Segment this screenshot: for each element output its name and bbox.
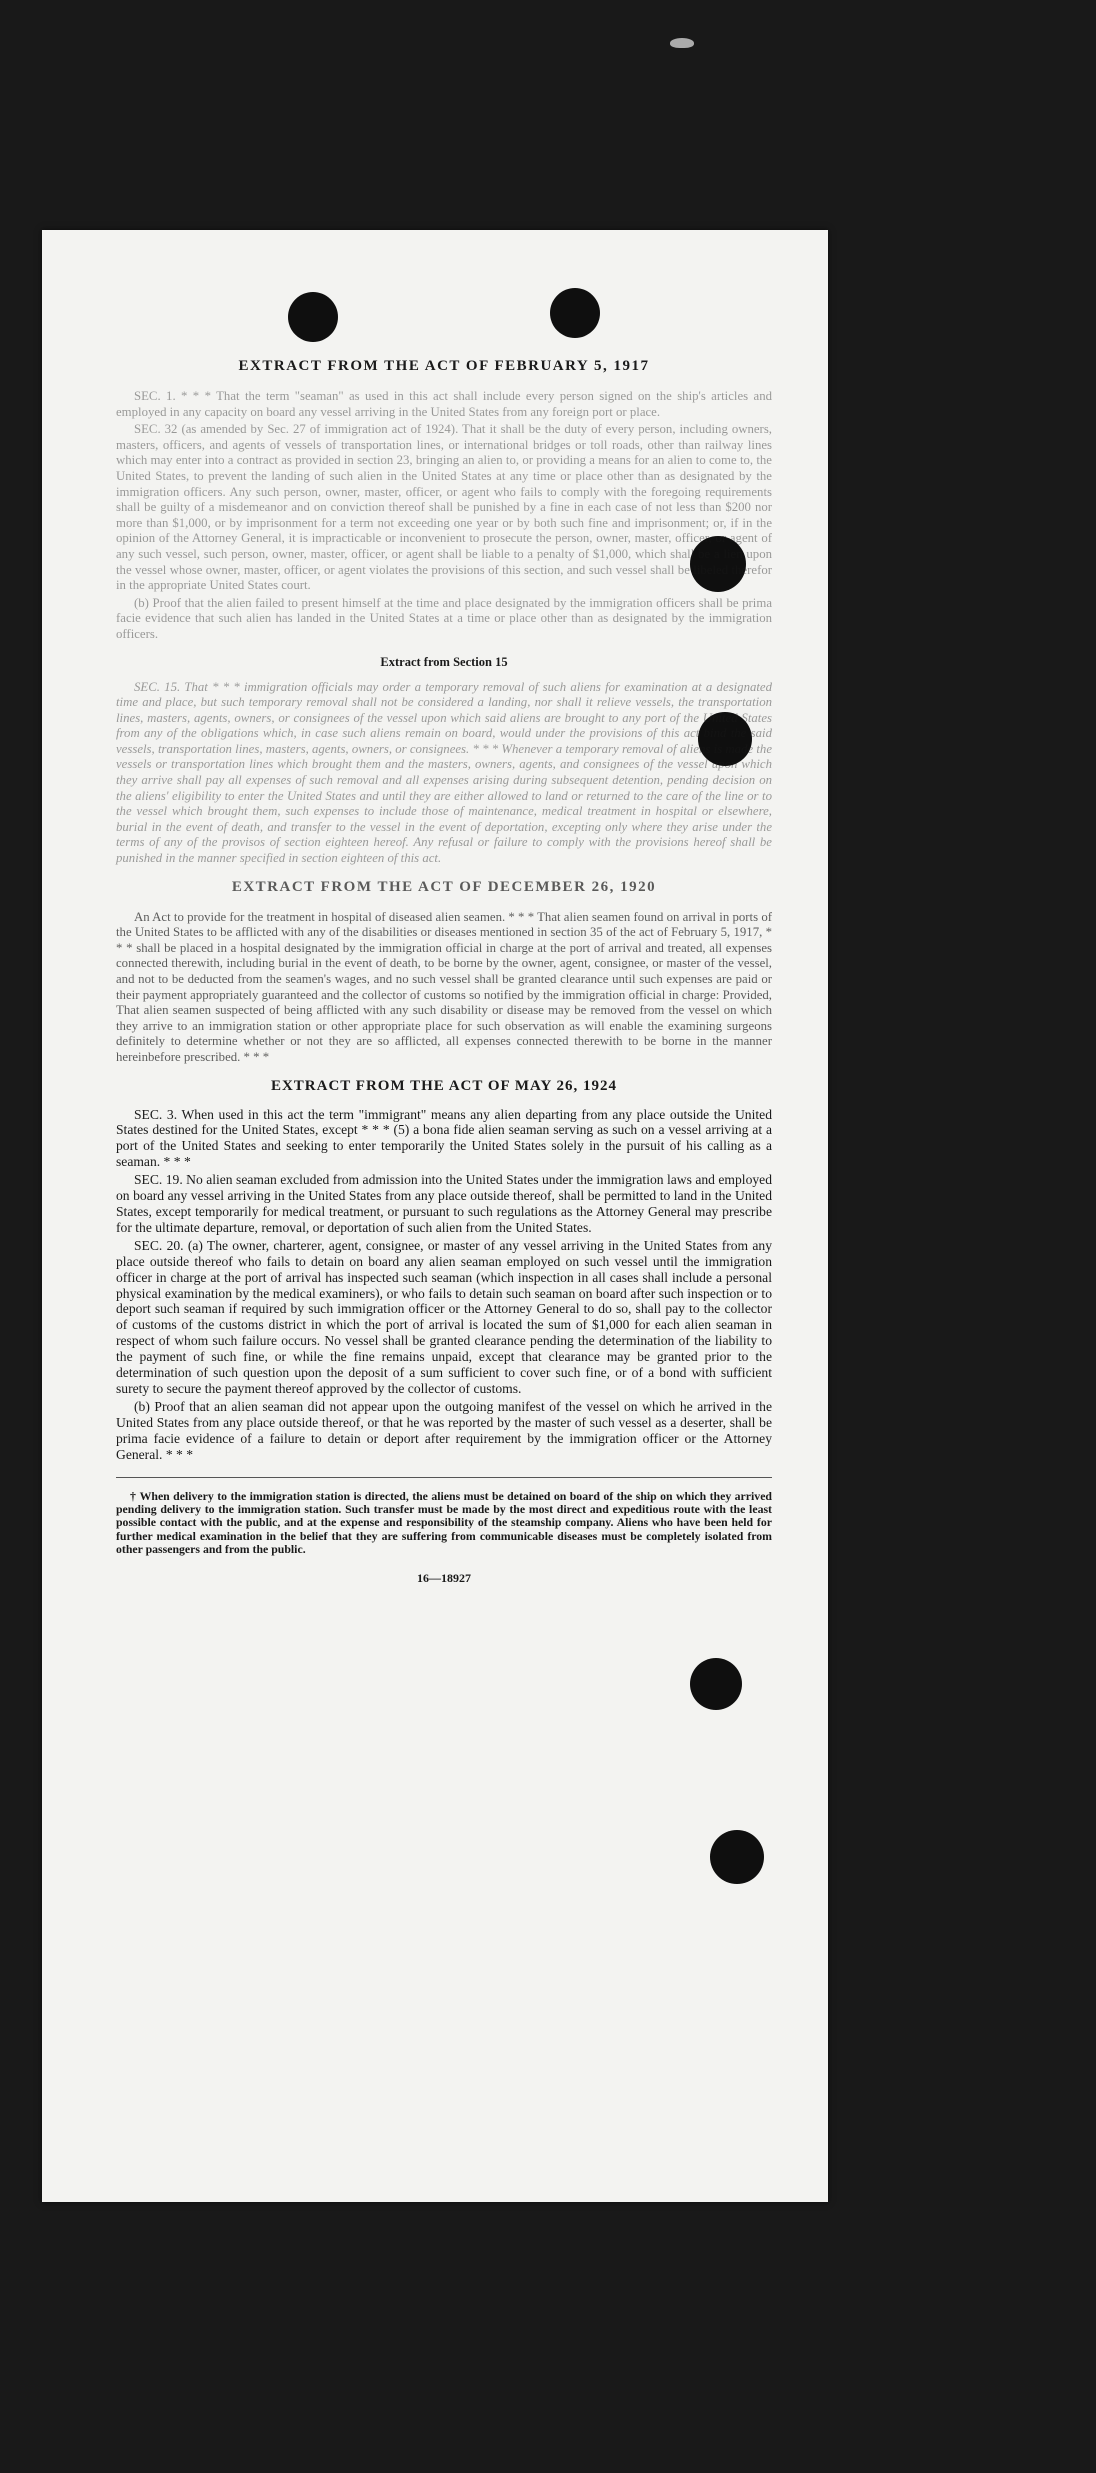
paragraph: (b) Proof that an alien seaman did not appear upon the outgoing manifest of the vessel on which he arrived in the United States from any place outside thereof, or that he was reported by the master of such vessel as a deserter, shall be prima facie evidence of a failure to detain or deport after requirement by the immigration officer or the Attorney General. * * * (116, 1398, 772, 1462)
paragraph: (b) Proof that the alien failed to present himself at the time and place designated by the immigration officers shall be prima facie evidence that such alien has landed in the United States at a time or place other than as designated by the immigration officers. (116, 595, 772, 641)
paragraph: SEC. 1. * * * That the term "seaman" as used in this act shall include every person signed on the ship's articles and employed in any capacity on board any vessel arriving in the United States from any foreign port or place. (116, 389, 772, 419)
form-number: 16—18927 (417, 1570, 471, 1585)
section-subheading: Extract from Section 15 (380, 654, 508, 669)
paragraph: SEC. 15. That * * * immigration officials may order a temporary removal of such aliens for examination at a designated time and place, but such temporary removal shall not be considered a landing, nor shall it relieve vessels, the transportation lines, masters, agents, owners, or consignees of the vessel upon which said aliens are brought to any port of the United States from any of the obligations which, in case such aliens remain on board, would under the provisions of this act bind the said vessels, transportation lines, masters, agents, owners, or consignees. * * * Whenever a temporary removal of aliens is made the vessels or transportation lines which brought them and the masters, owners, agents, and consignees of the vessel upon which they arrive shall pay all expenses of such removal and all expenses arising during subsequent detention, pending decision on the aliens' eligibility to enter the United States and until they are either allowed to land or returned to the care of the line or to the vessel which brought them, such expenses to include those of maintenance, medical treatment in hospital or elsewhere, burial in the event of death, and transfer to the vessel in the event of deportation, excepting only where they arise under the terms of any of the provisos of section eighteen hereof. Any refusal or failure to comply with the provisions hereof shall be punished in the manner specified in section eighteen of this act. (116, 679, 772, 866)
section-15-extract (116, 655, 772, 867)
section-heading: EXTRACT FROM THE ACT OF DECEMBER 26, 1920 (231, 878, 657, 895)
paragraph: SEC. 3. When used in this act the term "immigrant" means any alien departing from any place outside the United States destined for the United States, except * * * (5) a bona fide alien seaman serving as such on a vessel arriving at a port of the United States and seeking to enter temporarily the United States solely in the pursuit of his calling as a seaman. * * * (116, 1106, 772, 1170)
punch-hole (288, 292, 338, 342)
section-act-1924 (116, 1078, 772, 1463)
paragraph: An Act to provide for the treatment in hospital of diseased alien seamen. * * * That alien seamen found on arrival in ports of the United States to be afflicted with any of the disabilities or diseases mentioned in section 35 of the act of February 5, 1917, * * * shall be placed in a hospital designated by the immigration official in charge at the port of arrival and treated, all expenses connected therewith, including burial in the event of death, to be borne by the owner, agent, consignee, or master of the vessel, and not to be deducted from the seamen's wages, and no such vessel shall be granted clearance until such expenses are paid or their payment appropriately guaranteed and the collector of customs so notified by the immigration official in charge: Provided, That alien seamen suspected of being afflicted with any such disability or disease may be removed from the vessel on which they arrive to an immigration station or other appropriate place for such observation as will enable the examining surgeons definitely to determine whether or not they are so afflicted, all expenses connected therewith to be borne in the manner hereinbefore prescribed. * * * (116, 909, 772, 1064)
footnote: † When delivery to the immigration station is directed, the aliens must be detained on board of the ship on which they arrived pending delivery to the immigration station. Such transfer must be made by the most direct and expeditious route with the least possible contact with the public, and at the expense and responsibility of the steamship company. Aliens who have been held for further medical examination in the belief that they are suffering from communicable diseases must be completely isolated from other passengers and from the public. (116, 1488, 772, 1557)
section-act-1917 (116, 358, 772, 643)
section-act-1920 (116, 879, 772, 1066)
footnote-divider (116, 1477, 772, 1478)
document-page (42, 230, 828, 2202)
paragraph: SEC. 19. No alien seaman excluded from admission into the United States under the immigration laws and employed on board any vessel arriving in the United States from any place outside thereof, shall be permitted to land in the United States, except temporarily for medical treatment, or pursuant to such regulations as the Attorney General may prescribe for the ultimate departure, removal, or deportation of such alien from the United States. (116, 1172, 772, 1235)
section-heading: EXTRACT FROM THE ACT OF FEBRUARY 5, 1917 (238, 358, 650, 374)
scan-speck (670, 38, 694, 48)
document-content (116, 358, 772, 1586)
section-heading: EXTRACT FROM THE ACT OF MAY 26, 1924 (270, 1077, 618, 1094)
paragraph: SEC. 20. (a) The owner, charterer, agent, consignee, or master of any vessel arriving in the United States from any place outside thereof who fails to detain on board any alien seaman employed on such vessel until the immigration officer in charge at the port of arrival has inspected such seaman (which inspection in all cases shall include a personal physical examination by the medical examiners), or who fails to detain such seaman on board after such inspection or to deport such seaman if required by such immigration officer or the Attorney General to do so, shall pay to the collector of customs of the customs district in which the port of arrival is located the sum of $1,000 for each alien seaman in respect of whom such failure occurs. No vessel shall be granted clearance pending the determination of the liability to the payment of such fine, or while the fine remains unpaid, except that clearance may be granted prior to the determination of such question upon the deposit of a sum sufficient to cover such fine, or of a bond with sufficient surety to secure the payment thereof approved by the collector of customs. (116, 1237, 772, 1396)
punch-hole (690, 1658, 742, 1710)
punch-hole (550, 288, 600, 338)
punch-hole (710, 1830, 764, 1884)
paragraph: SEC. 32 (as amended by Sec. 27 of immigration act of 1924). That it shall be the duty of every person, including owners, masters, officers, and agents of vessels of transportation lines, or international bridges or toll roads, other than railway lines which may enter into a contract as provided in section 23, bringing an alien to, or providing a means for an alien to come to, the United States, to prevent the landing of such alien in the United States at any time or place other than as designated by the immigration officers. Any such person, owner, master, officer, or agent who fails to comply with the foregoing requirements shall be guilty of a misdemeanor and on conviction thereof shall be punished by a fine in each case of not less than $200 nor more than $1,000, or by imprisonment for a term not exceeding one year or by both such fine and imprisonment; or, if in the opinion of the Attorney General, it is impracticable or inconvenient to prosecute the person, owner, master, officer, or agent of any such vessel, such person, owner, master, officer, or agent shall be liable to a penalty of $1,000, which shall be a lien upon the vessel whose owner, master, officer, or agent violates the provisions of this section, and such vessel shall be libeled therefor in the appropriate United States court. (116, 422, 772, 593)
